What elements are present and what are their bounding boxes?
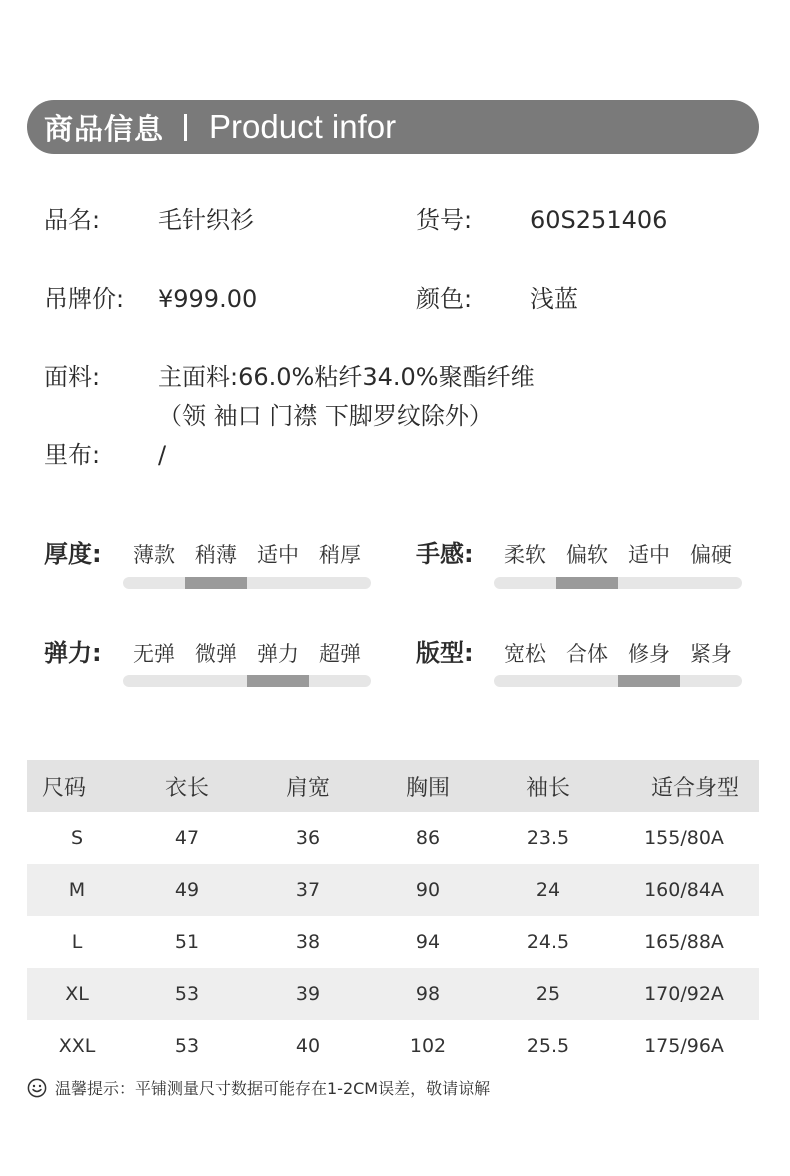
table-cell: 49 [127, 864, 247, 916]
table-header-cell: 袖长 [487, 760, 609, 812]
table-header-cell: 胸围 [369, 760, 487, 812]
table-cell: 40 [295, 1035, 321, 1057]
table-header-cell: 肩宽 [247, 760, 369, 812]
thickness-option: 稍厚 [319, 543, 361, 567]
thickness-label: 厚度: [44, 540, 102, 568]
price-value: ¥999.00 [158, 285, 258, 313]
table-cell: L [71, 931, 83, 953]
thickness-option: 薄款 [133, 543, 175, 567]
elasticity-label: 弹力: [44, 639, 102, 667]
table-cell: 24 [487, 864, 609, 916]
feel-option: 适中 [628, 543, 670, 567]
feel-option: 柔软 [504, 543, 546, 567]
fit-option: 修身 [628, 642, 670, 666]
table-cell: 94 [415, 931, 441, 953]
size-table [27, 760, 759, 1072]
table-cell: 39 [247, 968, 369, 1020]
fit-scale-fill [618, 675, 680, 687]
fit-option: 合体 [566, 642, 608, 666]
fabric-value: 主面料:66.0%粘纤34.0%聚酯纤维 [158, 363, 535, 391]
table-cell: 38 [295, 931, 321, 953]
table-cell: 98 [369, 968, 487, 1020]
header-title-en: Product infor [209, 108, 397, 145]
elasticity-scale-fill [247, 675, 309, 687]
size-note-text: 温馨提示：平铺测量尺寸数据可能存在1-2CM误差，敬请谅解 [55, 1079, 491, 1098]
table-cell: 86 [415, 827, 441, 849]
price-label: 吊牌价: [44, 285, 125, 313]
table-cell: 51 [174, 931, 200, 953]
elasticity-options [123, 639, 371, 669]
table-cell: M [27, 864, 127, 916]
feel-option: 偏硬 [690, 543, 732, 567]
table-cell: 170/92A [609, 968, 759, 1020]
table-cell: S [70, 827, 84, 849]
thickness-options [123, 540, 371, 570]
size-note [27, 1076, 490, 1099]
table-header-cell: 适合身型 [609, 760, 759, 812]
table-row [27, 1020, 759, 1072]
thickness-option: 稍薄 [195, 543, 237, 567]
table-header-cell: 衣长 [127, 760, 247, 812]
table-cell: 24.5 [526, 931, 570, 953]
elasticity-option: 微弹 [195, 642, 237, 666]
elasticity-option: 弹力 [257, 642, 299, 666]
color-label: 颜色: [416, 285, 473, 313]
table-cell: 102 [409, 1035, 447, 1057]
thickness-scale [123, 577, 371, 589]
table-row [27, 916, 759, 968]
fit-option: 紧身 [690, 642, 732, 666]
table-row [27, 864, 759, 916]
table-cell: 53 [174, 1035, 200, 1057]
table-cell: 53 [127, 968, 247, 1020]
name-label: 品名: [44, 206, 101, 234]
lining-label: 里布: [44, 441, 101, 469]
fit-label: 版型: [416, 639, 474, 667]
fabric-label: 面料: [44, 363, 101, 391]
table-cell: XL [27, 968, 127, 1020]
smile-icon [27, 1078, 47, 1098]
table-cell: 25.5 [526, 1035, 570, 1057]
table-cell: 155/80A [644, 827, 724, 849]
feel-option: 偏软 [566, 543, 608, 567]
fabric-note: （领 袖口 门襟 下脚罗纹除外） [158, 402, 493, 430]
table-cell: 175/96A [644, 1035, 724, 1057]
fit-option: 宽松 [504, 642, 546, 666]
table-cell: 90 [369, 864, 487, 916]
section-header [27, 100, 759, 154]
table-cell: 36 [295, 827, 321, 849]
header-title-cn: 商品信息 [44, 111, 165, 146]
fit-scale [494, 675, 742, 687]
feel-scale [494, 577, 742, 589]
thickness-option: 适中 [257, 543, 299, 567]
sku-value: 60S251406 [530, 206, 668, 234]
elasticity-option: 超弹 [319, 642, 361, 666]
fit-options [494, 639, 742, 669]
table-cell: 47 [174, 827, 200, 849]
table-row [27, 812, 759, 864]
table-cell: 165/88A [644, 931, 724, 953]
elasticity-option: 无弹 [133, 642, 175, 666]
feel-label: 手感: [416, 540, 474, 568]
lining-value: / [158, 441, 167, 469]
feel-options [494, 540, 742, 570]
table-cell: 23.5 [526, 827, 570, 849]
table-cell: 37 [247, 864, 369, 916]
feel-scale-fill [556, 577, 618, 589]
table-header-row [27, 760, 759, 812]
elasticity-scale [123, 675, 371, 687]
thickness-scale-fill [185, 577, 247, 589]
table-header-cell: 尺码 [27, 760, 127, 812]
sku-label: 货号: [416, 206, 473, 234]
table-cell: XXL [58, 1035, 96, 1057]
table-cell: 160/84A [609, 864, 759, 916]
table-cell: 25 [487, 968, 609, 1020]
name-value: 毛针织衫 [158, 206, 254, 234]
header-divider [184, 114, 187, 141]
table-row [27, 968, 759, 1020]
color-value: 浅蓝 [530, 285, 578, 313]
